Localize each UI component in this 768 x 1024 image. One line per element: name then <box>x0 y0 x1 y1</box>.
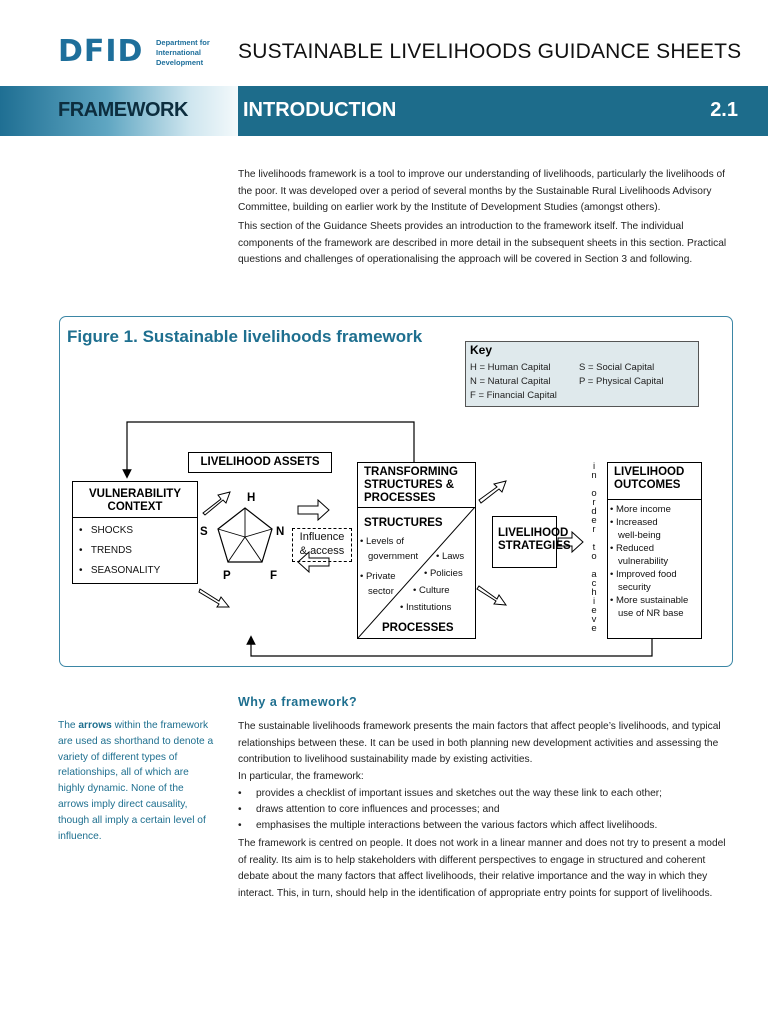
asset-label-f: F <box>270 570 278 582</box>
document-title: SUSTAINABLE LIVELIHOODS GUIDANCE SHEETS <box>238 40 742 63</box>
levels-of-government-2: government <box>368 551 419 562</box>
institutions-item: • Institutions <box>400 602 452 613</box>
vulnerability-context-box <box>72 481 198 584</box>
divider <box>608 499 701 500</box>
arrow-down-right-2 <box>477 586 506 605</box>
vulnerability-item: • SHOCKS <box>79 525 134 536</box>
asset-label-h: H <box>247 492 256 504</box>
arrow-down-right <box>199 589 229 607</box>
outcomes-title-1: LIVELIHOOD <box>614 466 685 478</box>
outcomes-title-2: OUTCOMES <box>614 479 681 491</box>
policies-item: • Policies <box>424 568 463 579</box>
why-paragraph-3: The framework is centred on people. It does not work in a linear manner and does not try to present a model of reality. Its aim is to help stakeholders with different perspectives to engage in structured and coherent debate about the many factors that affect livelihoods, their relative importance and the way in which they interact. This, in turn, should help in the identification of appropriate entry points for support of livelihoods. <box>238 838 726 899</box>
key-item: H = Human Capital <box>470 362 551 373</box>
sheet-title: INTRODUCTION <box>243 99 397 121</box>
livelihood-assets-box <box>188 452 332 473</box>
intro-paragraph-1: The livelihoods framework is a tool to improve our understanding of livelihoods, particularly the livelihoods of the poor. It was developed over a period of several months by the Sustainable Rural Livelihoods Advisory Committee, building on earlier work by the Institute of Development Studies (amongst others). <box>238 169 725 213</box>
outcome-item-cont: well-being <box>618 530 661 541</box>
strategies-title-1: LIVELIHOOD <box>498 527 569 539</box>
key-title: Key <box>470 343 493 357</box>
sheet-number: 2.1 <box>710 99 738 121</box>
side-note: The arrows within the framework are used as shorthand to denote a variety of different types of relationships, all of which are highly dynamic. None of the arrows imply direct causality, though all imply a certain level of influence. <box>58 720 214 842</box>
outcome-item: • Reduced <box>610 543 654 554</box>
arrow-right-top <box>298 500 329 520</box>
transforming-title-2: STRUCTURES & <box>364 479 455 491</box>
asset-label-n: N <box>276 526 285 538</box>
livelihood-outcomes-box <box>607 462 702 639</box>
asset-label-p: P <box>223 570 231 582</box>
key-item: F = Financial Capital <box>470 390 557 401</box>
laws-item: • Laws <box>436 551 465 562</box>
why-framework-heading: Why a framework? <box>238 695 358 709</box>
transforming-title-1: TRANSFORMING <box>364 466 458 478</box>
outcome-item-cont: vulnerability <box>618 556 669 567</box>
influence-access-box <box>292 528 352 562</box>
key-item: P = Physical Capital <box>579 376 664 387</box>
processes-label: PROCESSES <box>382 622 454 634</box>
private-sector-2: sector <box>368 586 394 597</box>
culture-item: • Culture <box>413 585 450 596</box>
outcome-item-cont: use of NR base <box>618 608 684 619</box>
dfid-logo: DFID <box>58 34 144 69</box>
structures-label: STRUCTURES <box>364 517 443 529</box>
arrow-up-right-2 <box>479 481 506 503</box>
vulnerability-title-2: CONTEXT <box>107 501 163 513</box>
key-item: N = Natural Capital <box>470 376 551 387</box>
divider <box>73 517 197 518</box>
why-paragraph-2: In particular, the framework: <box>238 771 364 782</box>
section-name: FRAMEWORK <box>58 99 188 121</box>
influence-label-2: & access <box>299 545 345 557</box>
asset-label-s: S <box>200 526 208 538</box>
livelihood-strategies-box <box>492 516 571 568</box>
dfid-logo-subtitle: Department for International Development <box>156 38 210 67</box>
outcome-item: • More income <box>610 504 671 515</box>
vulnerability-item: • TRENDS <box>79 545 132 556</box>
influence-label-1: Influence <box>299 531 345 543</box>
outcome-item-cont: security <box>618 582 651 593</box>
why-paragraph-1: The sustainable livelihoods framework presents the main factors that affect people’s livelihoods, and typical relationships between these. It can be used in both planning new development activities and assessing the contribution to livelihood sustainability made by existing activities. <box>238 721 721 765</box>
levels-of-government: • Levels of <box>360 536 404 547</box>
key-item: S = Social Capital <box>579 362 655 373</box>
transforming-structures-box <box>357 462 476 639</box>
feedback-arrow-bottom <box>251 638 652 656</box>
transforming-title-3: PROCESSES <box>364 492 436 504</box>
private-sector: • Private <box>360 571 396 582</box>
vulnerability-item: • SEASONALITY <box>79 565 161 576</box>
vulnerability-title-1: VULNERABILITY <box>89 488 181 500</box>
outcome-item: • More sustainable <box>610 595 689 606</box>
livelihood-assets-title: LIVELIHOOD ASSETS <box>200 456 320 468</box>
figure-title: Figure 1. Sustainable livelihoods framework <box>67 327 423 346</box>
intro-paragraph-2: This section of the Guidance Sheets provides an introduction to the framework itself. The individual components of the framework are described in more detail in the subsequent sheets in this section. Practical questions and challenges of operationalising the approach will be covered in Section 3 and following. <box>238 221 727 265</box>
outcome-item: • Increased <box>610 517 658 528</box>
outcome-item: • Improved food <box>610 569 677 580</box>
asset-pentagon <box>215 505 275 567</box>
strategies-title-2: STRATEGIES <box>498 540 571 552</box>
in-order-to-achieve-text: i n o r d e r t o a c h i e v e <box>591 461 597 634</box>
